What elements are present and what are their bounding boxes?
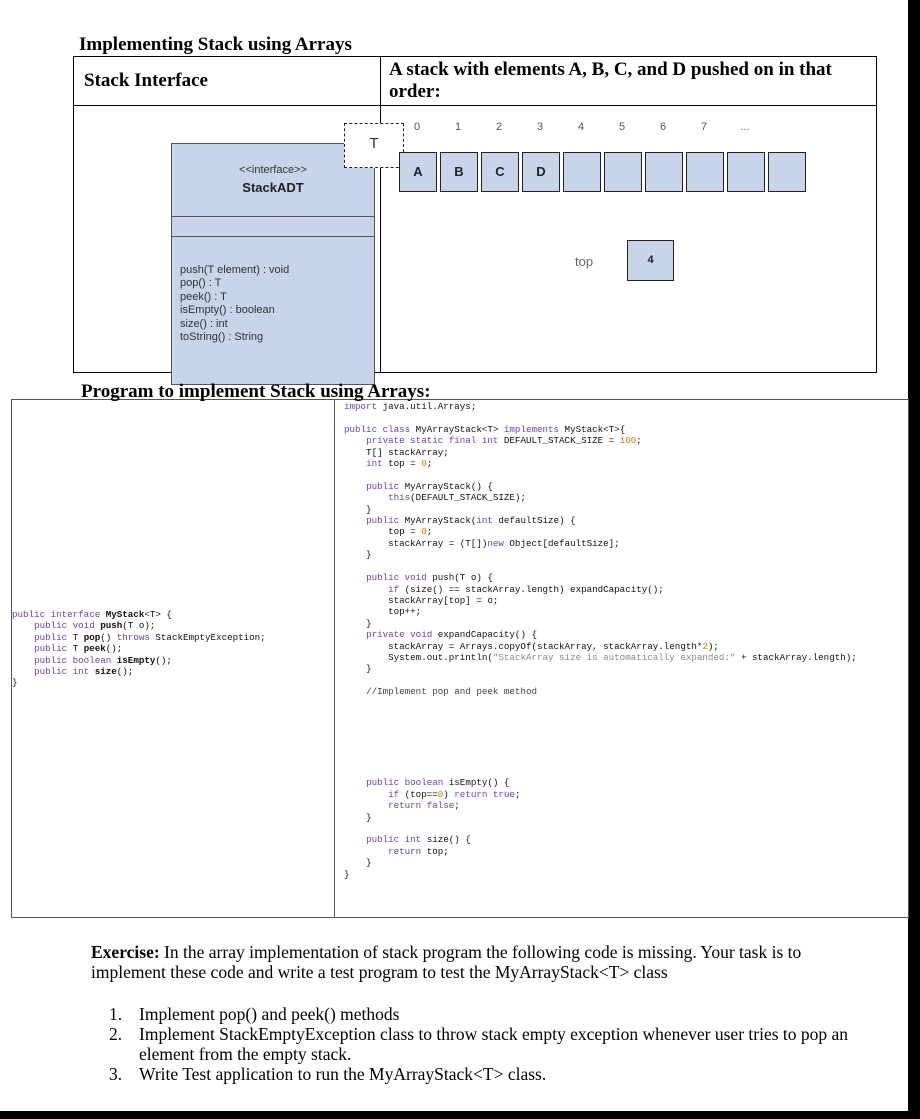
array-index: 0 — [413, 120, 421, 133]
array-index: 4 — [577, 120, 585, 133]
program-title: Program to implement Stack using Arrays: — [81, 381, 431, 402]
uml-method: size() : int — [180, 317, 228, 330]
uml-divider — [172, 236, 374, 237]
code-table — [11, 399, 909, 918]
array-slot — [686, 152, 724, 192]
array-slot — [563, 152, 601, 192]
exercise-label: Exercise: — [91, 942, 160, 962]
uml-method: isEmpty() : boolean — [180, 304, 275, 317]
list-item-text: Implement pop() and peek() methods — [139, 1004, 400, 1024]
array-index: 5 — [618, 120, 626, 133]
array-slot — [604, 152, 642, 192]
array-slot — [645, 152, 683, 192]
uml-method: toString() : String — [180, 331, 264, 344]
bottom-border — [0, 1111, 920, 1119]
uml-class-name: StackADT — [242, 179, 304, 195]
list-item-text: Write Test application to run the MyArrayStack<T> class. — [139, 1064, 547, 1084]
array-index: 3 — [536, 120, 544, 133]
uml-class-box — [171, 143, 375, 385]
code-divider — [334, 400, 335, 917]
array-slot — [768, 152, 806, 192]
exercise-text: In the array implementation of stack program the following code is missing. Your task is to implement these code and write a test program to test the MyArrayStack<T> class — [91, 942, 802, 982]
array-cell — [381, 105, 877, 372]
list-item-text: Implement StackEmptyException class to throw stack empty exception whenever user tries to pop an element from the empty stack. — [139, 1024, 849, 1064]
header-stack-interface: Stack Interface — [74, 57, 381, 106]
uml-method: peek() : T — [180, 290, 227, 303]
header-stack-array: A stack with elements A, B, C, and D pushed on in that order: — [381, 57, 877, 106]
exercise-list — [91, 1004, 851, 1084]
top-pointer-value: 4 — [627, 240, 674, 281]
array-slot: B — [440, 152, 478, 192]
uml-cell — [74, 105, 381, 372]
array-diagram — [381, 106, 876, 372]
array-slot: C — [481, 152, 519, 192]
list-number: 2. — [109, 1024, 123, 1044]
list-item — [91, 1004, 851, 1024]
array-index: 6 — [659, 120, 667, 133]
array-slot: A — [399, 152, 437, 192]
uml-divider — [172, 216, 374, 217]
uml-method: pop() : T — [180, 277, 222, 290]
code-mystack-interface: public interface MyStack<T> { public void push(T o); public T pop() throws StackEmptyException; public T peek(); public boolean isEmpty(); public int size(); } — [12, 609, 266, 689]
code-myarraystack-class: import java.util.Arrays; public class MyArrayStack<T> implements MyStack<T>{ private static final int DEFAULT_STACK_SIZE = 100; T[] stackArray; int top = 0; public MyArrayStack() { this(DEFAULT_STACK_SIZE); } public MyArrayStack(int defaultSize) { top = 0; stackArray = (T[])new Object[defaultSize]; } public void push(T o) { if (size() == stackArray.length) expandCapacity(); stackArray[top] = o; top++; } private void expandCapacity() { stackArray = Arrays.copyOf(stackArray, stackArray.length*2); System.out.println("StackArray size is automatically expanded:" + stackArray.length); } //Implement pop and peek method public boolean isEmpty() { if (top==0) return true; return false; } public int size() { return top; } } — [344, 401, 857, 880]
uml-diagram — [74, 106, 379, 372]
array-slot: D — [522, 152, 560, 192]
list-item — [91, 1024, 851, 1064]
right-border — [908, 0, 920, 1119]
array-index: 7 — [700, 120, 708, 133]
section-title: Implementing Stack using Arrays — [79, 34, 352, 55]
list-item — [91, 1064, 851, 1084]
uml-type-parameter: T — [344, 123, 404, 168]
array-index: 2 — [495, 120, 503, 133]
uml-method: push(T element) : void — [180, 263, 290, 276]
list-number: 3. — [109, 1064, 123, 1084]
exercise-intro — [91, 942, 851, 982]
list-number: 1. — [109, 1004, 123, 1024]
top-pointer-label: top — [575, 253, 594, 269]
stack-table — [73, 56, 877, 373]
array-slot — [727, 152, 765, 192]
uml-methods — [180, 264, 289, 345]
uml-stereotype: <<interface>> — [239, 163, 307, 176]
array-index: ... — [740, 120, 750, 133]
array-index: 1 — [454, 120, 462, 133]
